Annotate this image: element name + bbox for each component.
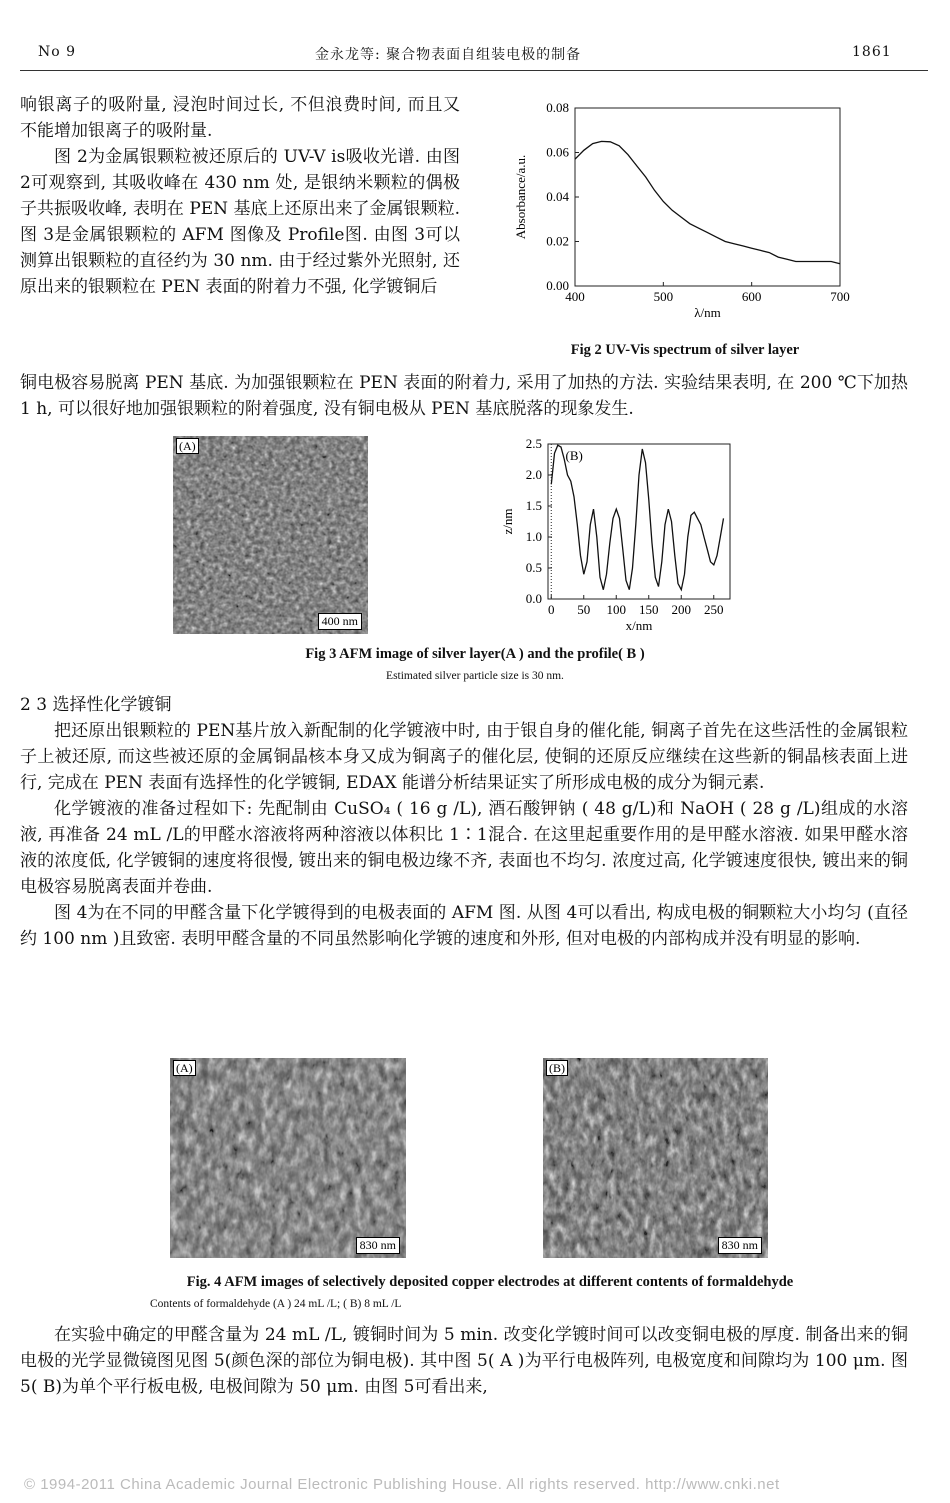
paragraph-4: 化学镀液的准备过程如下: 先配制由 CuSO₄ ( 16 g /L), 酒石酸钾钠 ( 48 g/L)和 NaOH ( 28 g /L)组成的水溶液, 再准备 24 mL /L的甲醛水溶液将两种溶液以体积比 1∶1混合. 在这里起重要作用的是甲醛水溶液. 如果甲醛水溶液的浓度低, 化学镀铜的速度将很慢, 镀出来的铜电极边缘不齐, 表面也不均匀. 浓度过高, 化学镀速度很快, 镀出来的铜电极容易脱离表面并卷曲. xyxy=(20,799,908,897)
afm-texture xyxy=(170,1058,406,1258)
fig2-xtick-label: 400 xyxy=(565,289,585,304)
paragraph-1-cont: 响银离子的吸附量, 浸泡时间过长, 不但浪费时间, 而且又不能增加银离子的吸附量. xyxy=(20,95,460,141)
fig3-subcaption: Estimated silver particle size is 30 nm. xyxy=(386,670,564,682)
fig4a-label: (A) xyxy=(173,1060,196,1076)
upper-left-column xyxy=(20,92,460,300)
final-paragraph-block xyxy=(20,1322,908,1400)
fig2-ytick-label: 0.06 xyxy=(546,144,569,160)
fig3b-xtick-label: 100 xyxy=(606,602,626,617)
fig4-subcaption: Contents of formaldehyde (A ) 24 mL /L; ( B) 8 mL /L xyxy=(150,1298,402,1310)
fig4b-scale-bar: 830 nm xyxy=(718,1237,762,1254)
fig2-ytick-label: 0.00 xyxy=(546,278,569,293)
paragraph-2-cont: 铜电极容易脱离 PEN 基底. 为加强银颗粒在 PEN 表面的附着力, 采用了加热的方法. 实验结果表明, 在 200 ℃下加热 1 h, 可以很好地加强银颗粒的附着强度, 没有铜电极从 PEN 基底脱落的现象发生. xyxy=(20,373,908,419)
fig3b-xtick-label: 250 xyxy=(704,602,724,617)
fig3b-ytick-label: 0.5 xyxy=(525,560,542,575)
fig3b-series-line xyxy=(551,445,723,590)
fig3b-ylabel: z/nm xyxy=(500,508,515,535)
fig2-series-line xyxy=(575,141,840,263)
fig3b-chart xyxy=(500,432,745,642)
fig4b-label: (B) xyxy=(546,1060,568,1076)
fig3b-xtick-label: 200 xyxy=(671,602,691,617)
fig3b-ytick-label: 1.0 xyxy=(525,529,542,544)
paragraph-2: 图 2为金属银颗粒被还原后的 UV-V is吸收光谱. 由图 2可观察到, 其吸收峰在 430 nm 处, 是银纳米颗粒的偶极子共振吸收峰, 表明在 PEN 基底上还原出来了金属银颗粒. 图 3是金属银颗粒的 AFM 图像及 Profile图. 由图 3可以测算出银颗粒的直径约为 30 nm. 由于经过紫外光照射, 还原出来的银颗粒在 PEN 表面的附着力不强, 化学镀铜后 xyxy=(20,147,460,297)
fig3b-xlabel: x/nm xyxy=(625,618,653,633)
fig3a-afm-image xyxy=(173,436,368,634)
page-number: 1861 xyxy=(852,44,892,60)
paragraph-6: 在实验中确定的甲醛含量为 24 mL /L, 镀铜时间为 5 min. 改变化学镀时间可以改变铜电极的厚度. 制备出来的铜电极的光学显微镜图见图 5(颜色深的部位为铜电极). 其中图 5( A )为平行电极阵列, 电极宽度和间隙均为 100 μm. 图 5( B)为单个平行板电极, 电极间隙为 50 μm. 由图 5可看出来, xyxy=(20,1325,908,1397)
paragraph-3: 把还原出银颗粒的 PEN基片放入新配制的化学镀液中时, 由于银自身的催化能, 铜离子首先在这些活性的金属银粒子上被还原, 而这些被还原的金属铜晶核本身又成为铜离子的催化层, 使铜的还原反应继续在这些新的铜晶核表面上进行, 完成在 PEN 表面有选择性的化学镀铜, EDAX 能谱分析结果证实了所形成电极的成分为铜元素. xyxy=(20,721,908,793)
paragraph-2-cont-block xyxy=(20,370,908,422)
fig3b-panel-label: (B) xyxy=(565,448,583,463)
section-body xyxy=(20,718,908,952)
afm-texture xyxy=(173,436,368,634)
fig3b-ytick-label: 2.0 xyxy=(525,467,542,482)
fig3b-xtick-label: 150 xyxy=(639,602,659,617)
fig4-caption: Fig. 4 AFM images of selectively deposited copper electrodes at different contents of formaldehyde xyxy=(186,1274,794,1290)
fig2-frame xyxy=(575,108,840,286)
running-title: 金永龙等: 聚合物表面自组装电极的制备 xyxy=(315,47,582,63)
fig2-caption: Fig 2 UV-Vis spectrum of silver layer xyxy=(570,342,800,358)
paragraph-5: 图 4为在不同的甲醛含量下化学镀得到的电极表面的 AFM 图. 从图 4可以看出, 构成电极的铜颗粒大小均匀 (直径约 100 nm )且致密. 表明甲醛含量的不同虽然影响化学镀的速度和外形, 但对电极的内部构成并没有明显的影响. xyxy=(20,903,908,949)
fig3b-ytick-label: 1.5 xyxy=(525,498,542,513)
fig2-xtick-label: 500 xyxy=(653,289,674,304)
copyright-footer: © 1994-2011 China Academic Journal Electronic Publishing House. All rights reserved. http://www.cnki.net xyxy=(24,1476,780,1493)
fig2-ytick-label: 0.08 xyxy=(546,100,569,115)
issue-number: No 9 xyxy=(38,44,77,60)
header-rule xyxy=(20,70,928,71)
fig3b-ytick-label: 0.0 xyxy=(525,591,542,606)
fig4a-afm-image xyxy=(170,1058,406,1258)
fig2-xlabel: λ/nm xyxy=(694,305,721,320)
fig3b-ytick-label: 2.5 xyxy=(525,436,542,451)
section-heading: 2 3 选择性化学镀铜 xyxy=(20,695,172,715)
fig4b-afm-image xyxy=(543,1058,768,1258)
fig2-ytick-label: 0.02 xyxy=(546,233,569,249)
fig2-xtick-label: 700 xyxy=(830,289,850,304)
fig2-xtick-label: 600 xyxy=(741,289,762,304)
fig3-caption: Fig 3 AFM image of silver layer(A ) and the profile( B ) xyxy=(305,646,645,662)
fig2-ytick-label: 0.04 xyxy=(546,189,569,204)
fig2-chart xyxy=(505,96,850,336)
fig3b-xtick-label: 0 xyxy=(548,602,555,617)
fig3a-label: (A) xyxy=(176,438,199,454)
fig2-ylabel: Absorbance/a.u. xyxy=(513,154,528,240)
fig3b-frame xyxy=(548,444,730,599)
fig3a-scale-bar: 400 nm xyxy=(318,613,362,630)
fig3b-xtick-label: 50 xyxy=(577,602,591,617)
afm-texture xyxy=(543,1058,768,1258)
fig4a-scale-bar: 830 nm xyxy=(356,1237,400,1254)
